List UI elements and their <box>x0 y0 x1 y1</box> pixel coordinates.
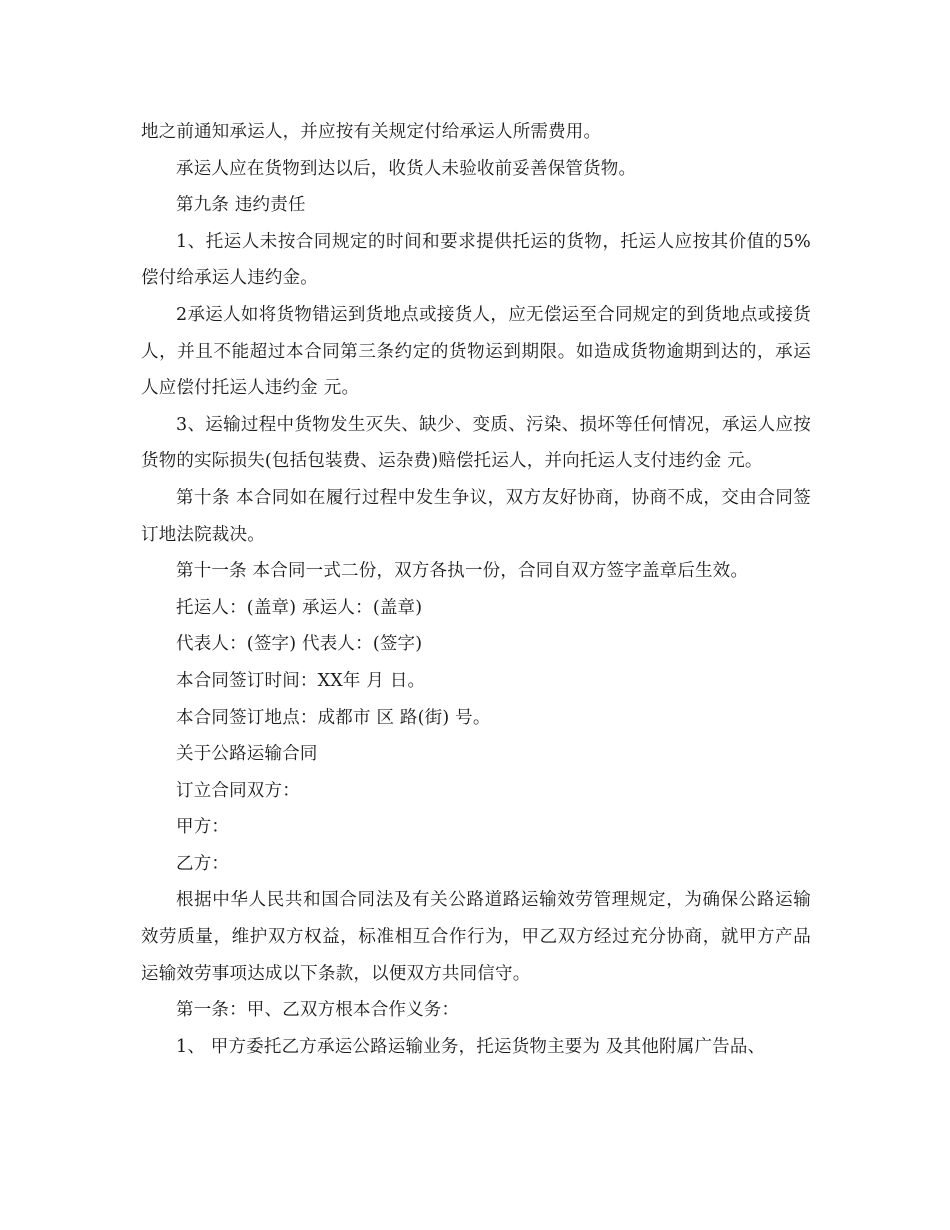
preamble-paragraph: 根据中华人民共和国合同法及有关公路道路运输效劳管理规定，为确保公路运输效劳质量，维护双方权益，标准相互合作行为，甲乙双方经过充分协商，就甲方产品运输效劳事项达成以下条款，以便双方共同信守。 <box>141 890 811 984</box>
signing-place: 本合同签订地点：成都市 区 路(街) 号。 <box>176 707 491 728</box>
article-1-clause-1: 1、 甲方委托乙方承运公路运输业务，托运货物主要为 及其他附属广告品、 <box>176 1036 766 1057</box>
party-a-label: 甲方： <box>176 817 230 838</box>
paragraph-carrier-custody: 承运人应在货物到达以后，收货人未验收前妥善保管货物。 <box>176 158 637 179</box>
article-9-clause-1: 1、托运人未按合同规定的时间和要求提供托运的货物，托运人应按其价值的5%偿付给承运人违约金。 <box>141 231 811 289</box>
article-1-heading: 第一条：甲、乙双方根本合作义务： <box>176 1000 460 1021</box>
document-body <box>141 114 811 1065</box>
article-9-clause-2: 2承运人如将货物错运到货地点或接货人，应无偿运至合同规定的到货地点或接货人，并且不能超过本合同第三条约定的货物运到期限。如造成货物逾期到达的，承运人应偿付托运人违约金 元。 <box>141 304 811 399</box>
signature-seal-line: 托运人：(盖章) 承运人：(盖章) <box>176 597 423 618</box>
signing-date: 本合同签订时间：XX年 月 日。 <box>176 670 426 691</box>
article-10: 第十条 本合同如在履行过程中发生争议，双方友好协商，协商不成，交由合同签订地法院裁决。 <box>141 487 811 545</box>
article-9-clause-3: 3、运输过程中货物发生灭失、缺少、变质、污染、损坏等任何情况，承运人应按货物的实际损失(包括包装费、运杂费)赔偿托运人，并向托运人支付违约金 元。 <box>141 414 811 472</box>
contracting-parties-label: 订立合同双方： <box>176 780 300 801</box>
new-contract-title: 关于公路运输合同 <box>176 744 318 765</box>
article-11: 第十一条 本合同一式二份，双方各执一份，合同自双方签字盖章后生效。 <box>176 561 749 582</box>
party-b-label: 乙方： <box>176 853 230 874</box>
article-9-heading: 第九条 违约责任 <box>176 195 306 216</box>
paragraph-carryover: 地之前通知承运人，并应按有关规定付给承运人所需费用。 <box>141 122 602 142</box>
signature-representative-line: 代表人：(签字) 代表人：(签字) <box>176 634 423 655</box>
